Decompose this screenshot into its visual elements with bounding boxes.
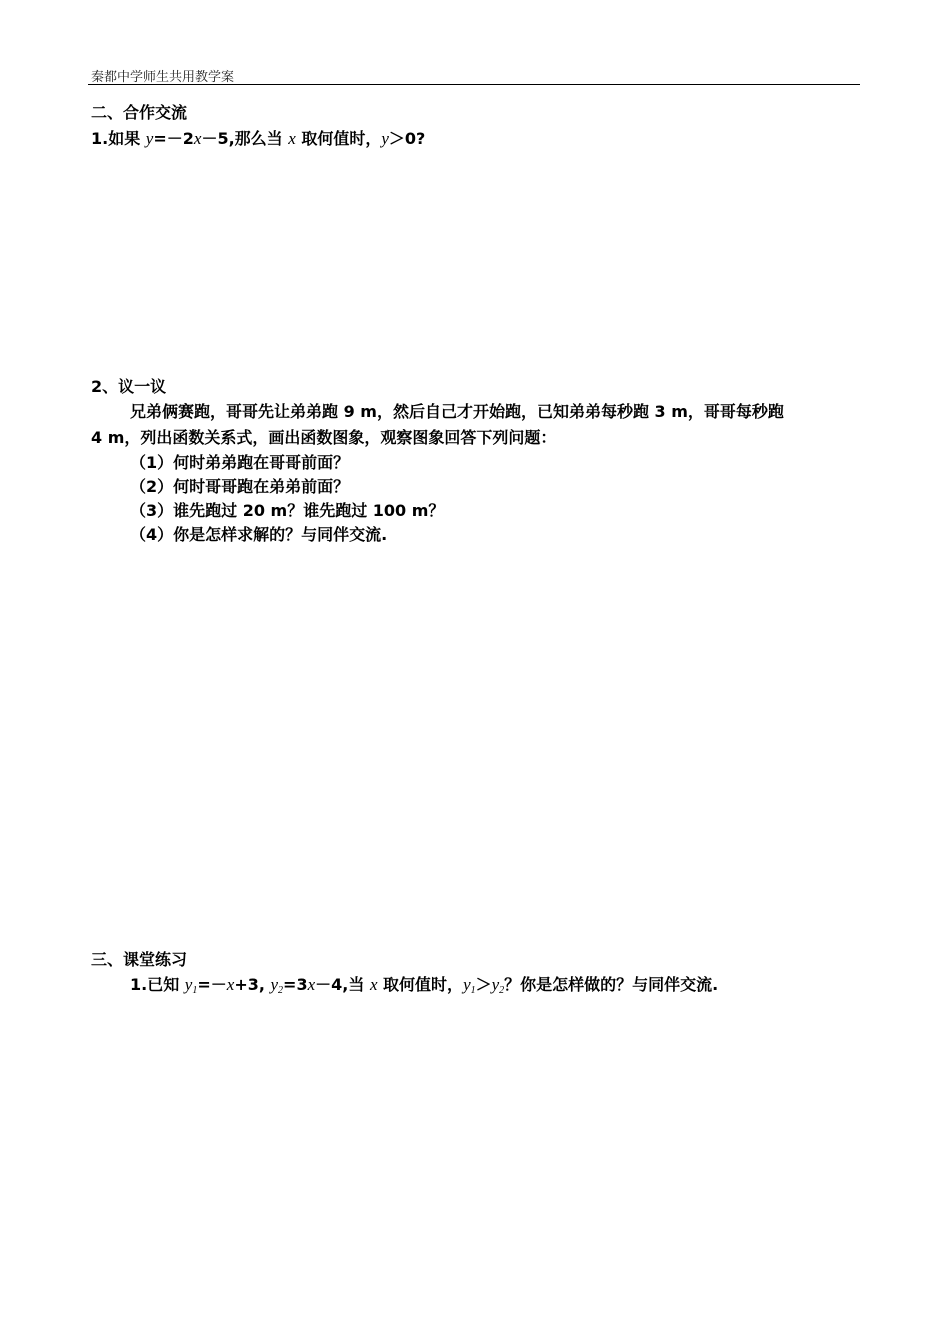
var-x: x xyxy=(226,975,235,994)
subscript-2: 2 xyxy=(499,985,505,996)
var-x: x xyxy=(193,129,202,148)
practice-end: ？你是怎样做的？与同伴交流. xyxy=(504,975,719,994)
question-1-prefix: 1.如果 xyxy=(91,129,146,148)
subscript-2: 2 xyxy=(278,985,284,996)
var-x: x xyxy=(307,975,316,994)
question-1-mid: －5,那么当 xyxy=(201,129,289,148)
discuss-paragraph-line2: 4 m，列出函数关系式，画出函数图象，观察图象回答下列问题： xyxy=(91,428,557,447)
question-1-end: ＞0? xyxy=(388,129,426,148)
practice-q1-prefix: 1.已知 xyxy=(130,975,185,994)
discuss-item-1: （1）何时弟弟跑在哥哥前面？ xyxy=(130,453,350,472)
var-y2: y xyxy=(491,975,500,994)
subscript-1: 1 xyxy=(470,985,476,996)
section-heading-practice: 三、课堂练习 xyxy=(91,950,188,969)
var-y: y xyxy=(145,129,154,148)
practice-minus4: －4,当 xyxy=(315,975,370,994)
section-heading-cooperation: 二、合作交流 xyxy=(91,103,188,122)
page-header: 秦都中学师生共用教学案 xyxy=(91,70,235,85)
var-y1: y xyxy=(463,975,471,994)
header-rule xyxy=(88,84,860,85)
discuss-paragraph-line1: 兄弟俩赛跑，哥哥先让弟弟跑 9 m，然后自己才开始跑，已知弟弟每秒跑 3 m，哥哥每秒跑 xyxy=(130,402,784,421)
var-y: y xyxy=(381,129,389,148)
var-y1: y xyxy=(184,975,193,994)
practice-plus3: +3, xyxy=(234,975,271,994)
var-y2: y xyxy=(270,975,279,994)
practice-question-1 xyxy=(130,975,718,1001)
var-x: x xyxy=(288,129,296,148)
question-1 xyxy=(91,129,425,149)
subscript-1: 1 xyxy=(192,985,198,996)
question-1-mid2: 取何值时， xyxy=(295,129,382,148)
practice-mid: 取何值时， xyxy=(377,975,464,994)
discuss-item-4: （4）你是怎样求解的？与同伴交流. xyxy=(130,525,388,544)
practice-gt: ＞ xyxy=(475,975,492,994)
practice-eq1: =－ xyxy=(197,975,227,994)
discuss-item-3: （3）谁先跑过 20 m？谁先跑过 100 m？ xyxy=(130,501,445,520)
question-1-eq: =－2 xyxy=(153,129,194,148)
var-x: x xyxy=(369,975,378,994)
practice-eq2: =3 xyxy=(283,975,308,994)
discuss-item-2: （2）何时哥哥跑在弟弟前面？ xyxy=(130,477,350,496)
discuss-heading: 2、议一议 xyxy=(91,377,167,396)
